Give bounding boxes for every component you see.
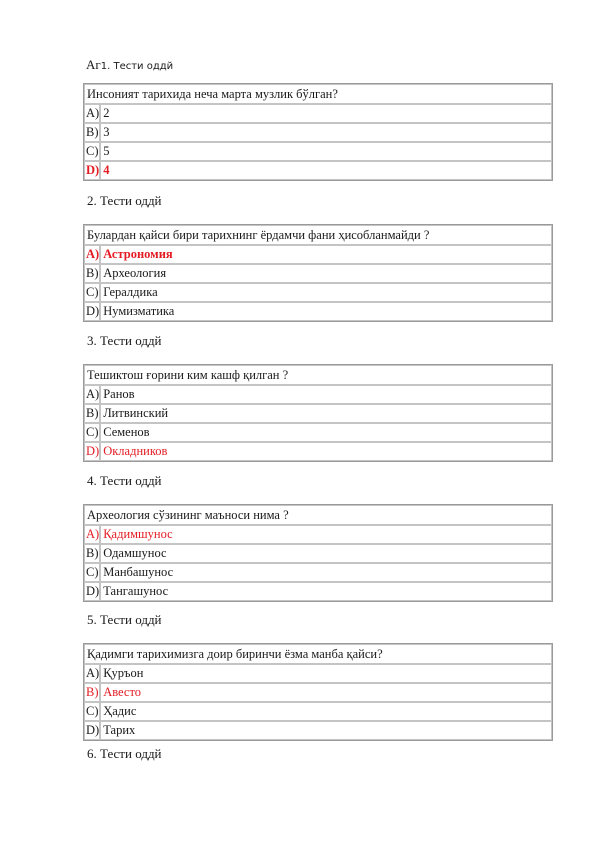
option-row xyxy=(84,104,552,123)
option-row xyxy=(84,245,552,264)
option-row xyxy=(84,264,552,283)
option-text: Литвинский xyxy=(100,404,552,423)
option-letter: A) xyxy=(84,104,100,123)
option-letter: A) xyxy=(84,385,100,404)
option-text: Гералдика xyxy=(100,283,552,302)
option-letter: B) xyxy=(84,683,100,702)
option-letter: A) xyxy=(84,245,100,264)
section-heading: 4. Тести оддй xyxy=(87,473,162,488)
option-letter: D) xyxy=(84,302,100,321)
option-row xyxy=(84,544,552,563)
option-row xyxy=(84,525,552,544)
document-title xyxy=(86,57,173,73)
section-heading: 2. Тести оддй xyxy=(87,193,162,208)
question-row xyxy=(84,225,552,245)
option-row xyxy=(84,404,552,423)
option-letter: B) xyxy=(84,404,100,423)
question-table-grid xyxy=(83,83,553,181)
question-table xyxy=(83,504,553,602)
option-letter: B) xyxy=(84,264,100,283)
option-text: 2 xyxy=(100,104,552,123)
option-text: Манбашунос xyxy=(100,563,552,582)
option-row xyxy=(84,702,552,721)
option-text: 3 xyxy=(100,123,552,142)
question-table xyxy=(83,643,553,741)
option-row xyxy=(84,582,552,601)
question-text: Қадимги тарихимизга доир биринчи ёзма манба қайси? xyxy=(84,644,552,664)
option-row xyxy=(84,563,552,582)
option-letter: C) xyxy=(84,423,100,442)
option-letter: B) xyxy=(84,544,100,563)
question-text: Тешиктош ғорини ким кашф қилган ? xyxy=(84,365,552,385)
section-heading: 6. Тести оддй xyxy=(87,746,162,761)
question-table-grid xyxy=(83,643,553,741)
option-letter: C) xyxy=(84,702,100,721)
question-row xyxy=(84,84,552,104)
option-text: Тарих xyxy=(100,721,552,740)
question-text: Археология сўзининг маъноси нима ? xyxy=(84,505,552,525)
question-table xyxy=(83,224,553,322)
option-row xyxy=(84,683,552,702)
question-table-grid xyxy=(83,504,553,602)
option-text: Одамшунос xyxy=(100,544,552,563)
correct-answer-text: Астрономия xyxy=(100,245,552,264)
question-table xyxy=(83,83,553,181)
option-text: Нумизматика xyxy=(100,302,552,321)
question-table-grid xyxy=(83,224,553,322)
option-row xyxy=(84,721,552,740)
option-text: Тангашунос xyxy=(100,582,552,601)
option-text: Археология xyxy=(100,264,552,283)
question-text: Инсоният тарихида неча марта музлик бўлган? xyxy=(84,84,552,104)
option-letter: A) xyxy=(84,664,100,683)
option-letter: D) xyxy=(84,161,100,180)
option-row xyxy=(84,442,552,461)
option-row xyxy=(84,123,552,142)
option-text: Семенов xyxy=(100,423,552,442)
correct-answer-text: Авесто xyxy=(100,683,552,702)
option-row xyxy=(84,385,552,404)
option-row xyxy=(84,142,552,161)
option-row xyxy=(84,664,552,683)
question-table xyxy=(83,364,553,462)
option-text: Ранов xyxy=(100,385,552,404)
option-letter: D) xyxy=(84,721,100,740)
document-title-text: 1. Тести оддй xyxy=(100,61,174,72)
option-letter: D) xyxy=(84,582,100,601)
question-text: Булардан қайси бири тарихнинг ёрдамчи фани ҳисобланмайди ? xyxy=(84,225,552,245)
option-row xyxy=(84,302,552,321)
option-letter: C) xyxy=(84,283,100,302)
option-letter: B) xyxy=(84,123,100,142)
option-letter: C) xyxy=(84,563,100,582)
option-row xyxy=(84,283,552,302)
option-text: Ҳадис xyxy=(100,702,552,721)
correct-answer-text: Окладников xyxy=(100,442,552,461)
question-row xyxy=(84,644,552,664)
section-heading: 5. Тести оддй xyxy=(87,612,162,627)
correct-answer-text: 4 xyxy=(100,161,552,180)
option-text: 5 xyxy=(100,142,552,161)
option-row xyxy=(84,161,552,180)
option-letter: A) xyxy=(84,525,100,544)
question-table-grid xyxy=(83,364,553,462)
option-letter: C) xyxy=(84,142,100,161)
question-row xyxy=(84,365,552,385)
option-letter: D) xyxy=(84,442,100,461)
question-row xyxy=(84,505,552,525)
option-row xyxy=(84,423,552,442)
option-text: Қуръон xyxy=(100,664,552,683)
document-title-prefix: Аг xyxy=(86,57,101,72)
correct-answer-text: Қадимшунос xyxy=(100,525,552,544)
section-heading: 3. Тести оддй xyxy=(87,333,162,348)
